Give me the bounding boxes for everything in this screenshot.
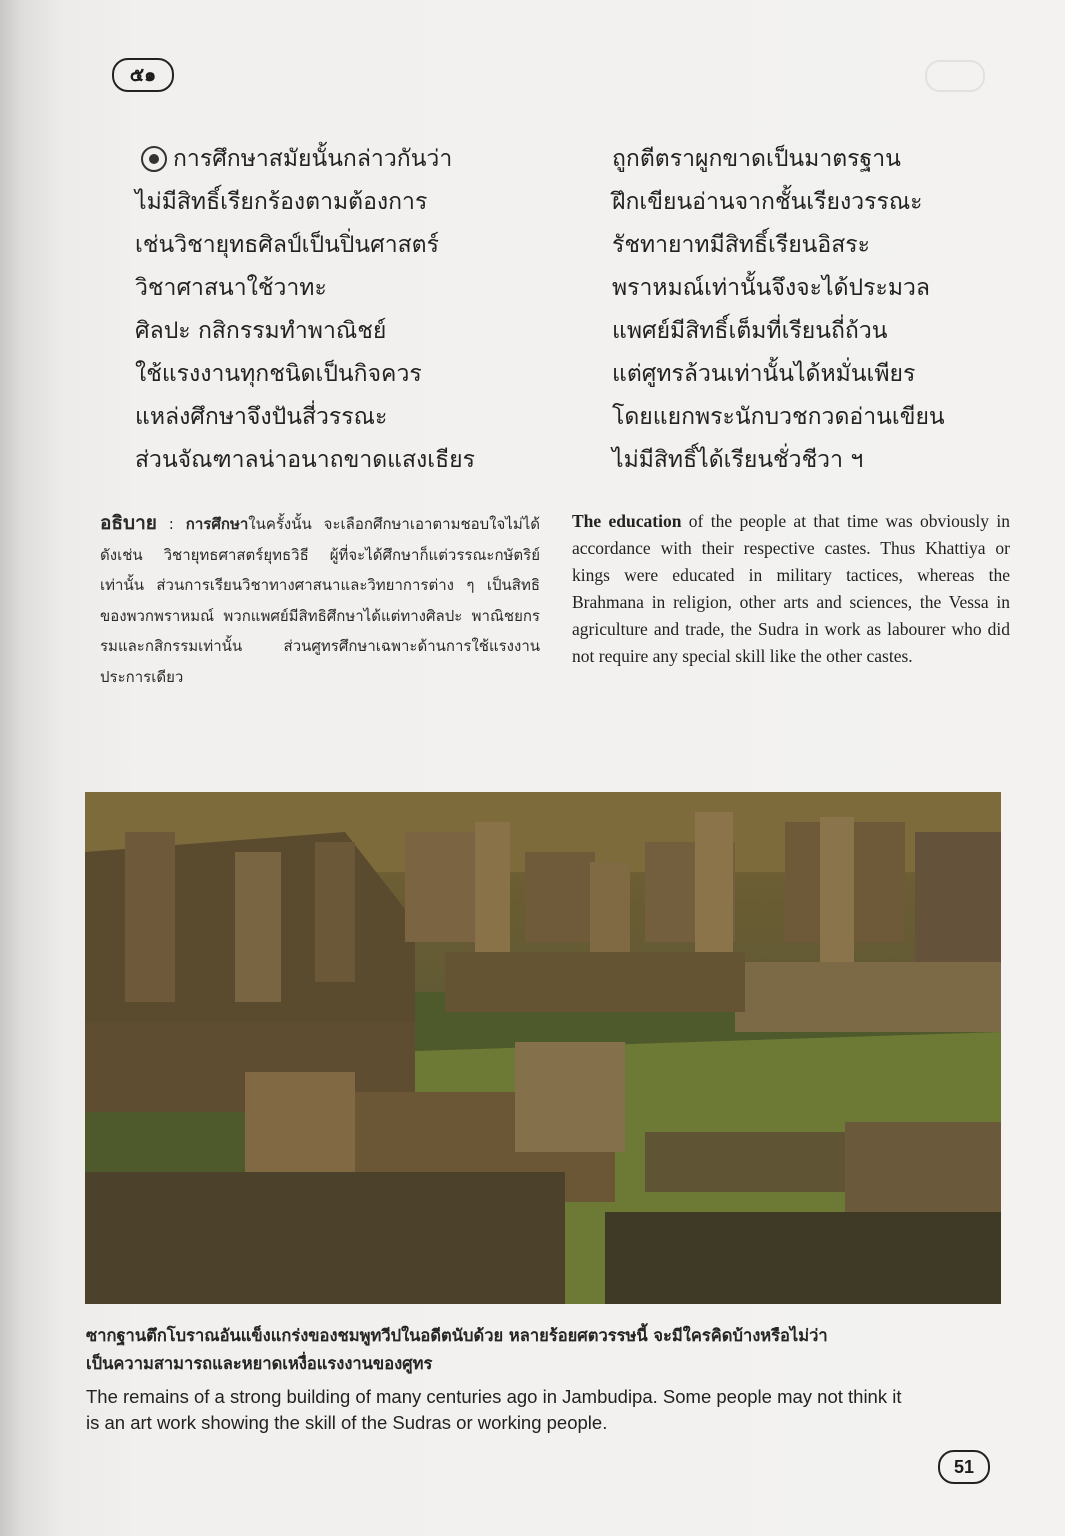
verse-right-column xyxy=(612,138,945,482)
verse-line: ไม่มีสิทธิ์เรียกร้องตามต้องการ xyxy=(135,189,428,215)
verse-line: รัชทายาทมีสิทธิ์เรียนอิสระ xyxy=(612,232,870,258)
explanation-colon: : xyxy=(156,515,186,533)
english-body: of the people at that time was obviously in accordance with their respective castes. Thus Khattiya or kings were educated in military tactices, whereas the Brahmana in religion, other arts and sciences, the Vessa in agriculture and trade, the Sudra in work as labourer who did not require any special skill like the other castes. xyxy=(572,511,1010,666)
verse-line xyxy=(135,138,475,181)
thai-caption-line: เป็นความสามารถและหยาดเหงื่อแรงงานของศูทร xyxy=(86,1354,433,1373)
english-caption-line: The remains of a strong building of many centuries ago in Jambudipa. Some people may not think it xyxy=(86,1386,902,1407)
verse-line: ฝึกเขียนอ่านจากชั้นเรียงวรรณะ xyxy=(612,189,923,215)
thai-explanation xyxy=(100,508,540,692)
ruins-illustration xyxy=(85,792,1001,1304)
verse-line: ส่วนจัณฑาลน่าอนาถขาดแสงเธียร xyxy=(135,447,476,473)
verse-line: เช่นวิชายุทธศิลป์เป็นปิ่นศาสตร์ xyxy=(135,232,439,258)
explanation-label: อธิบาย xyxy=(100,512,157,534)
verse-line: แหล่งศึกษาจึงปันสี่วรรณะ xyxy=(135,404,388,430)
verse-line: ถูกตีตราผูกขาดเป็นมาตรฐาน xyxy=(612,146,901,172)
verse-line: โดยแยกพระนักบวชกวดอ่านเขียน xyxy=(612,404,945,430)
thai-page-number: ๕๑ xyxy=(112,58,174,92)
english-caption xyxy=(86,1384,1006,1436)
page-number: 51 xyxy=(938,1450,990,1484)
verse-line: แต่ศูทรล้วนเท่านั้นได้หมั่นเพียร xyxy=(612,361,916,387)
verse-start-icon xyxy=(141,146,167,172)
english-lead: The education xyxy=(572,511,682,531)
verse-line: ไม่มีสิทธิ์ได้เรียนชั่วชีวา ฯ xyxy=(612,447,864,473)
verse-left-column xyxy=(135,138,475,482)
verse-line: ศิลปะ กสิกรรมทำพาณิชย์ xyxy=(135,318,387,344)
verse-line: วิชาศาสนาใช้วาทะ xyxy=(135,275,327,301)
english-explanation xyxy=(572,508,1010,670)
ruins-photo xyxy=(85,792,1001,1304)
verse-line-text: การศึกษาสมัยนั้นกล่าวกันว่า xyxy=(173,146,453,172)
verse-line: พราหมณ์เท่านั้นจึงจะได้ประมวล xyxy=(612,275,930,301)
thai-caption xyxy=(86,1322,1006,1378)
explanation-lead: การศึกษา xyxy=(185,515,249,533)
verse-line: ใช้แรงงานทุกชนิดเป็นกิจควร xyxy=(135,361,422,387)
english-caption-line: is an art work showing the skill of the Sudras or working people. xyxy=(86,1412,608,1433)
bleed-through-mark xyxy=(925,60,985,92)
explanation-body: ในครั้งนั้น จะเลือกศึกษาเอาตามชอบใจไม่ได้ ดังเช่น วิชายุทธศาสตร์ยุทธวิธี ผู้ที่จะได้ศึกษาก็แต่วรรณะกษัตริย์เท่านั้น ส่วนการเรียนวิชาทางศาสนาและวิทยาการต่าง ๆ เป็นสิทธิของพวกพราหมณ์ พวกแพศย์มีสิทธิศึกษาได้แต่ทางศิลปะ พาณิชยกรรมและกสิกรรมเท่านั้น ส่วนศูทรศึกษาเฉพาะด้านการใช้แรงงานประการเดียว xyxy=(100,515,541,686)
thai-caption-line: ซากฐานตึกโบราณอันแข็งแกร่งของชมพูทวีปในอดีตนับด้วย หลายร้อยศตวรรษนี้ จะมีใครคิดบ้างหรือไม่ว่า xyxy=(86,1326,828,1345)
verse-line: แพศย์มีสิทธิ์เต็มที่เรียนถี่ถ้วน xyxy=(612,318,888,344)
